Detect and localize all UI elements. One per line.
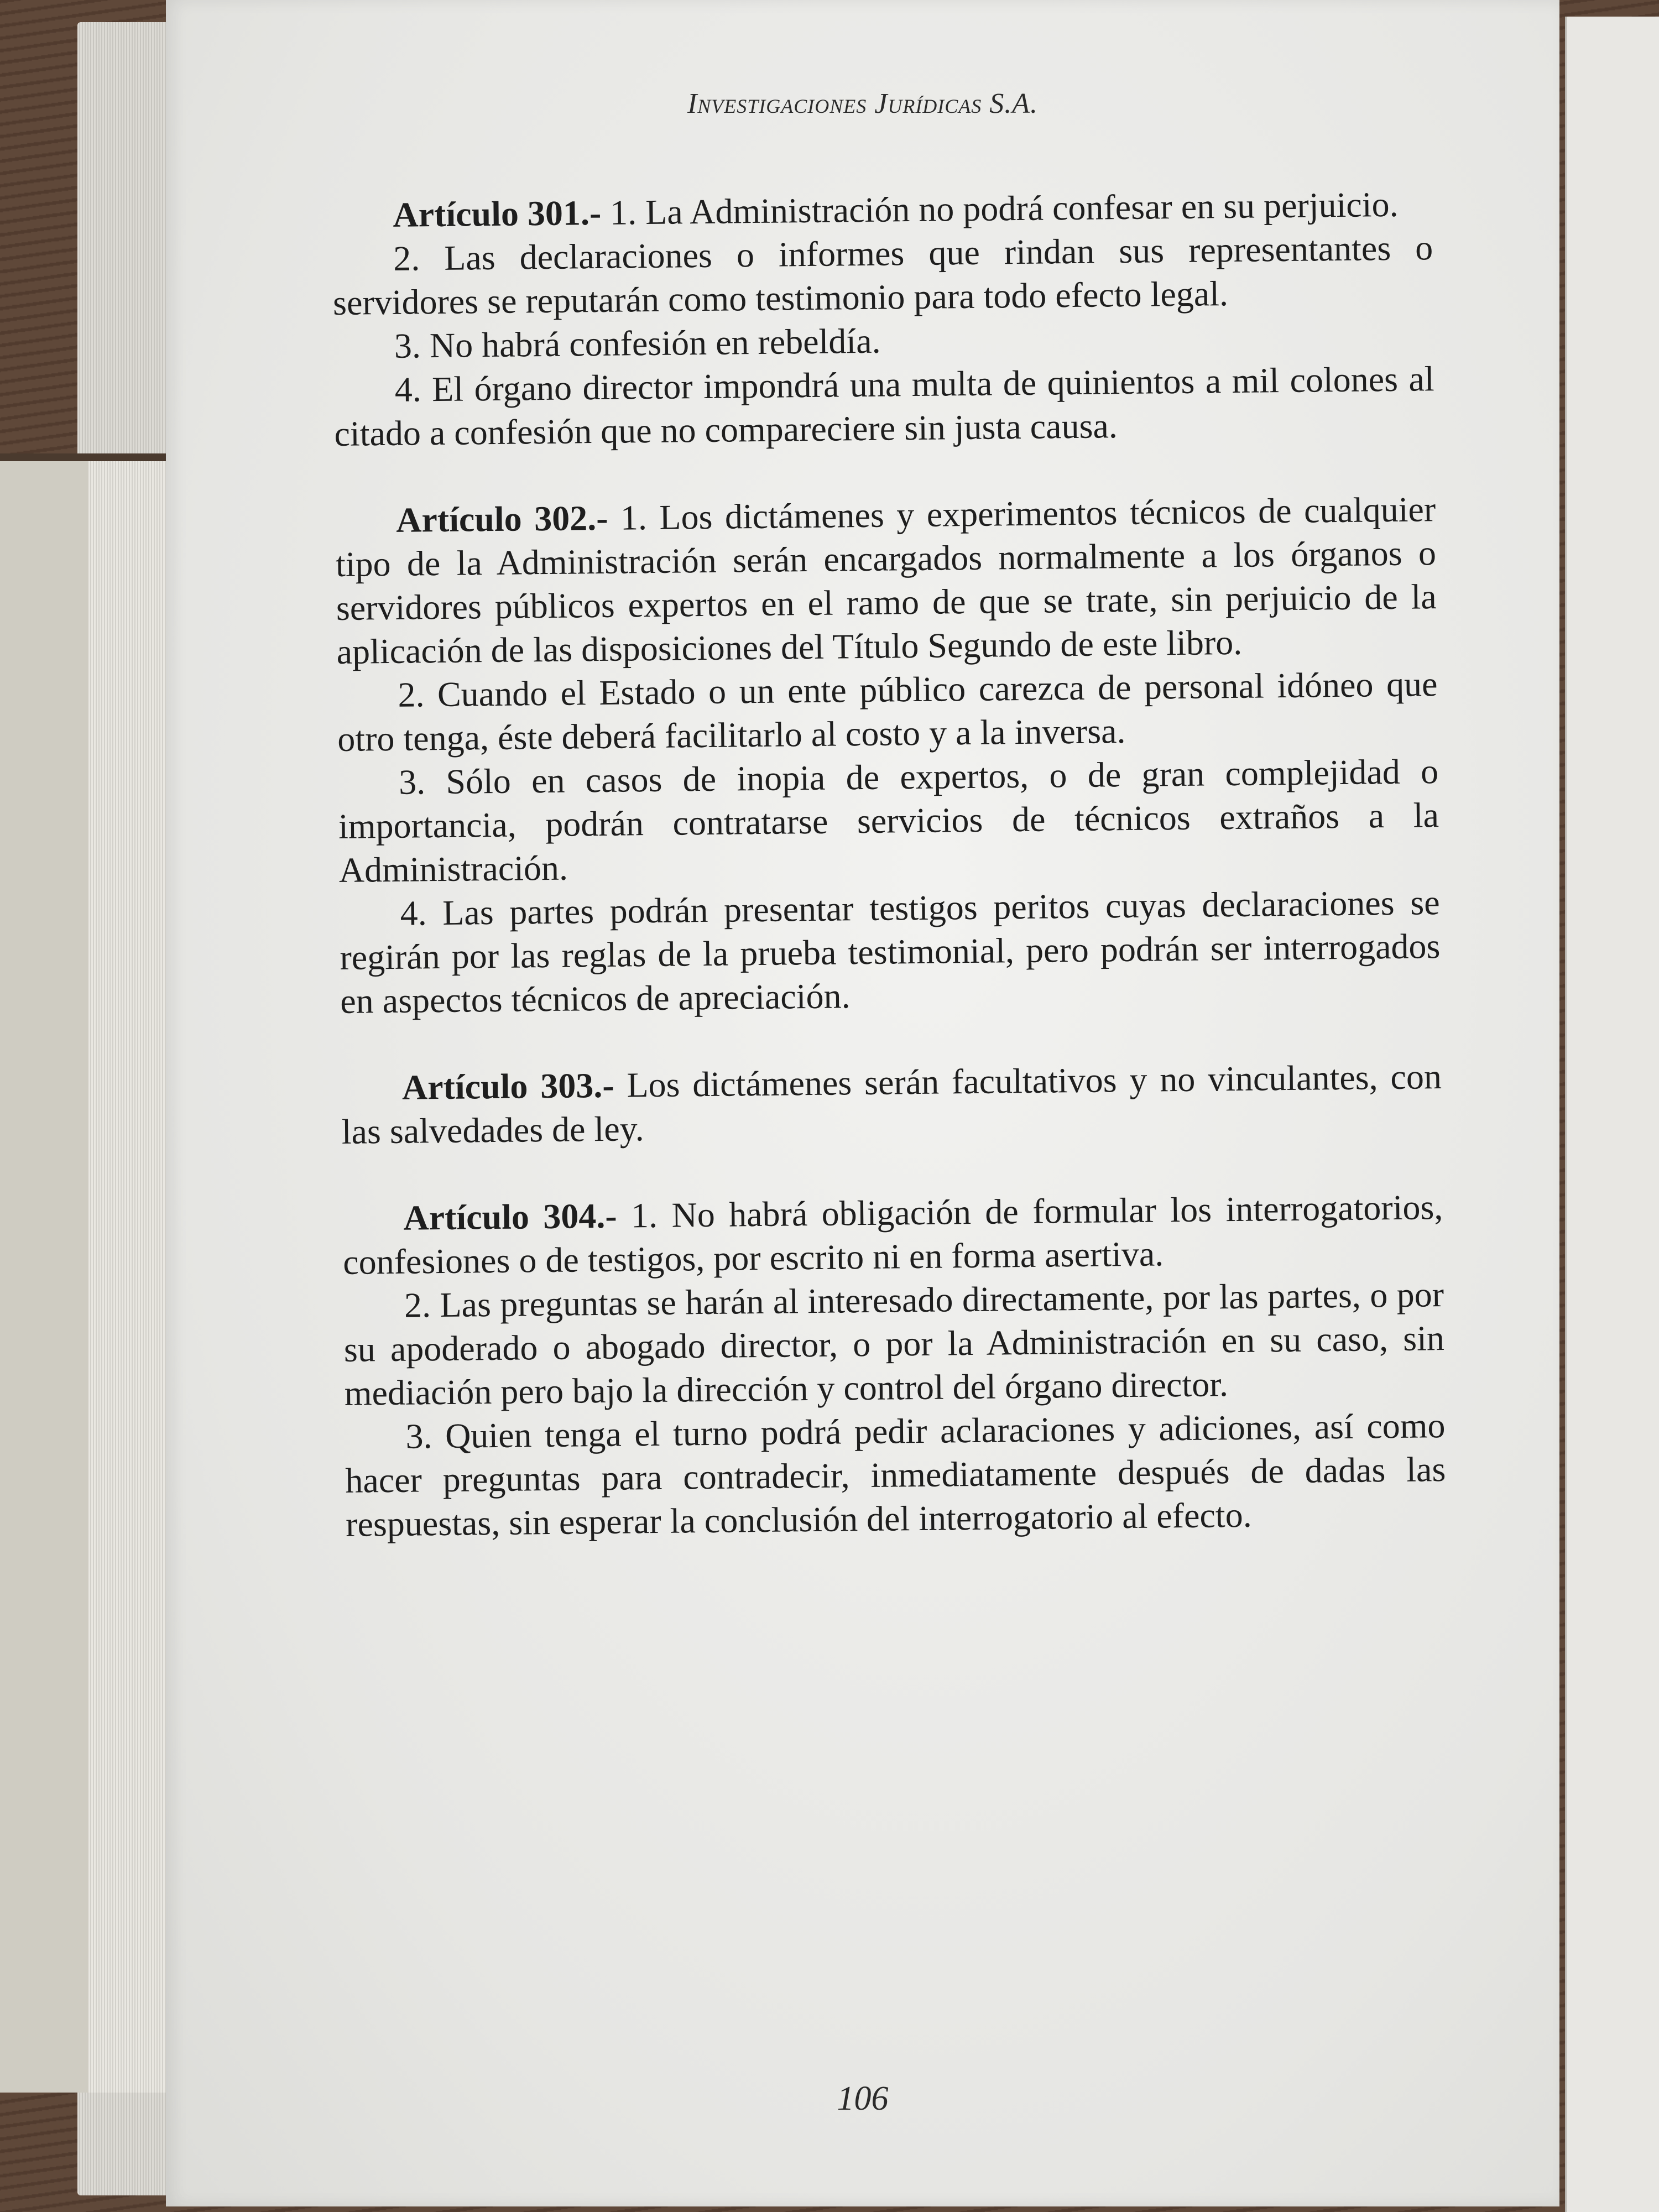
article-paragraph: [342, 1185, 1444, 1284]
article-paragraph: 2. Las preguntas se harán al interesado directamente, por las partes, o por su apoderado o abogado director, o por la Administración en su caso, sin mediación pero bajo la dirección y control del órgano director.: [343, 1275, 1445, 1413]
book-page: [166, 0, 1559, 2206]
article-paragraph: 3. Quien tenga el turno podrá pedir aclaraciones y adiciones, así como hacer preguntas para contradecir, inmediatamente después de dadas las respuestas, sin esperar la conclusión del interrogatorio al efecto.: [345, 1406, 1446, 1544]
running-head: Investigaciones Jurídicas S.A.: [687, 88, 1039, 119]
article-301: [332, 182, 1435, 456]
article-paragraph: [341, 1055, 1443, 1154]
paragraph-text: 1. No habrá obligación de formular los interrogatorios, confesiones o de testigos, por escrito ni en forma asertiva.: [342, 1187, 1443, 1282]
article-paragraph: [335, 487, 1437, 674]
article-302: [335, 487, 1441, 1023]
article-paragraph: 4. El órgano director impondrá una multa de quinientos a mil colones al citado a confesión que no compareciere sin justa causa.: [334, 359, 1434, 453]
article-303: [341, 1055, 1443, 1154]
article-paragraph: 3. No habrá confesión en rebeldía.: [394, 321, 881, 366]
page-body: [332, 182, 1447, 1589]
paragraph-text: 1. Los dictámenes y experimentos técnicos de cualquier tipo de la Administración serán encargados normalmente a los órganos o servidores públicos expertos en el ramo de que se trate, sin perjuicio de la aplicación de las disposiciones del Título Segundo de este libro.: [335, 489, 1437, 671]
article-label: Artículo 302.-: [395, 498, 608, 540]
paragraph-text: 1. La Administración no podrá confesar en su perjuicio.: [609, 184, 1399, 232]
article-paragraph: 2. Cuando el Estado o un ente público carezca de personal idóneo que otro tenga, éste deberá facilitarlo al costo y a la inversa.: [337, 664, 1438, 759]
article-paragraph: 3. Sólo en casos de inopia de expertos, o de gran complejidad o importancia, podrán contratarse servicios de técnicos extraños a la Administración.: [338, 752, 1439, 890]
paragraph-text: Los dictámenes serán facultativos y no vinculantes, con las salvedades de ley.: [341, 1057, 1442, 1151]
page-number: 106: [837, 2080, 889, 2117]
article-label: Artículo 303.-: [401, 1065, 614, 1107]
article-paragraph: 2. Las declaraciones o informes que rindan sus representantes o servidores se reputarán como testimonio para todo efecto legal.: [332, 228, 1433, 322]
article-paragraph: 4. Las partes podrán presentar testigos peritos cuyas declaraciones se regirán por las reglas de la prueba testimonial, pero podrán ser interrogados en aspectos técnicos de apreciación.: [340, 883, 1441, 1021]
next-page-edge: [1565, 17, 1659, 2212]
article-304: [342, 1185, 1447, 1546]
article-label: Artículo 301.-: [393, 192, 602, 234]
article-label: Artículo 304.-: [403, 1196, 618, 1238]
